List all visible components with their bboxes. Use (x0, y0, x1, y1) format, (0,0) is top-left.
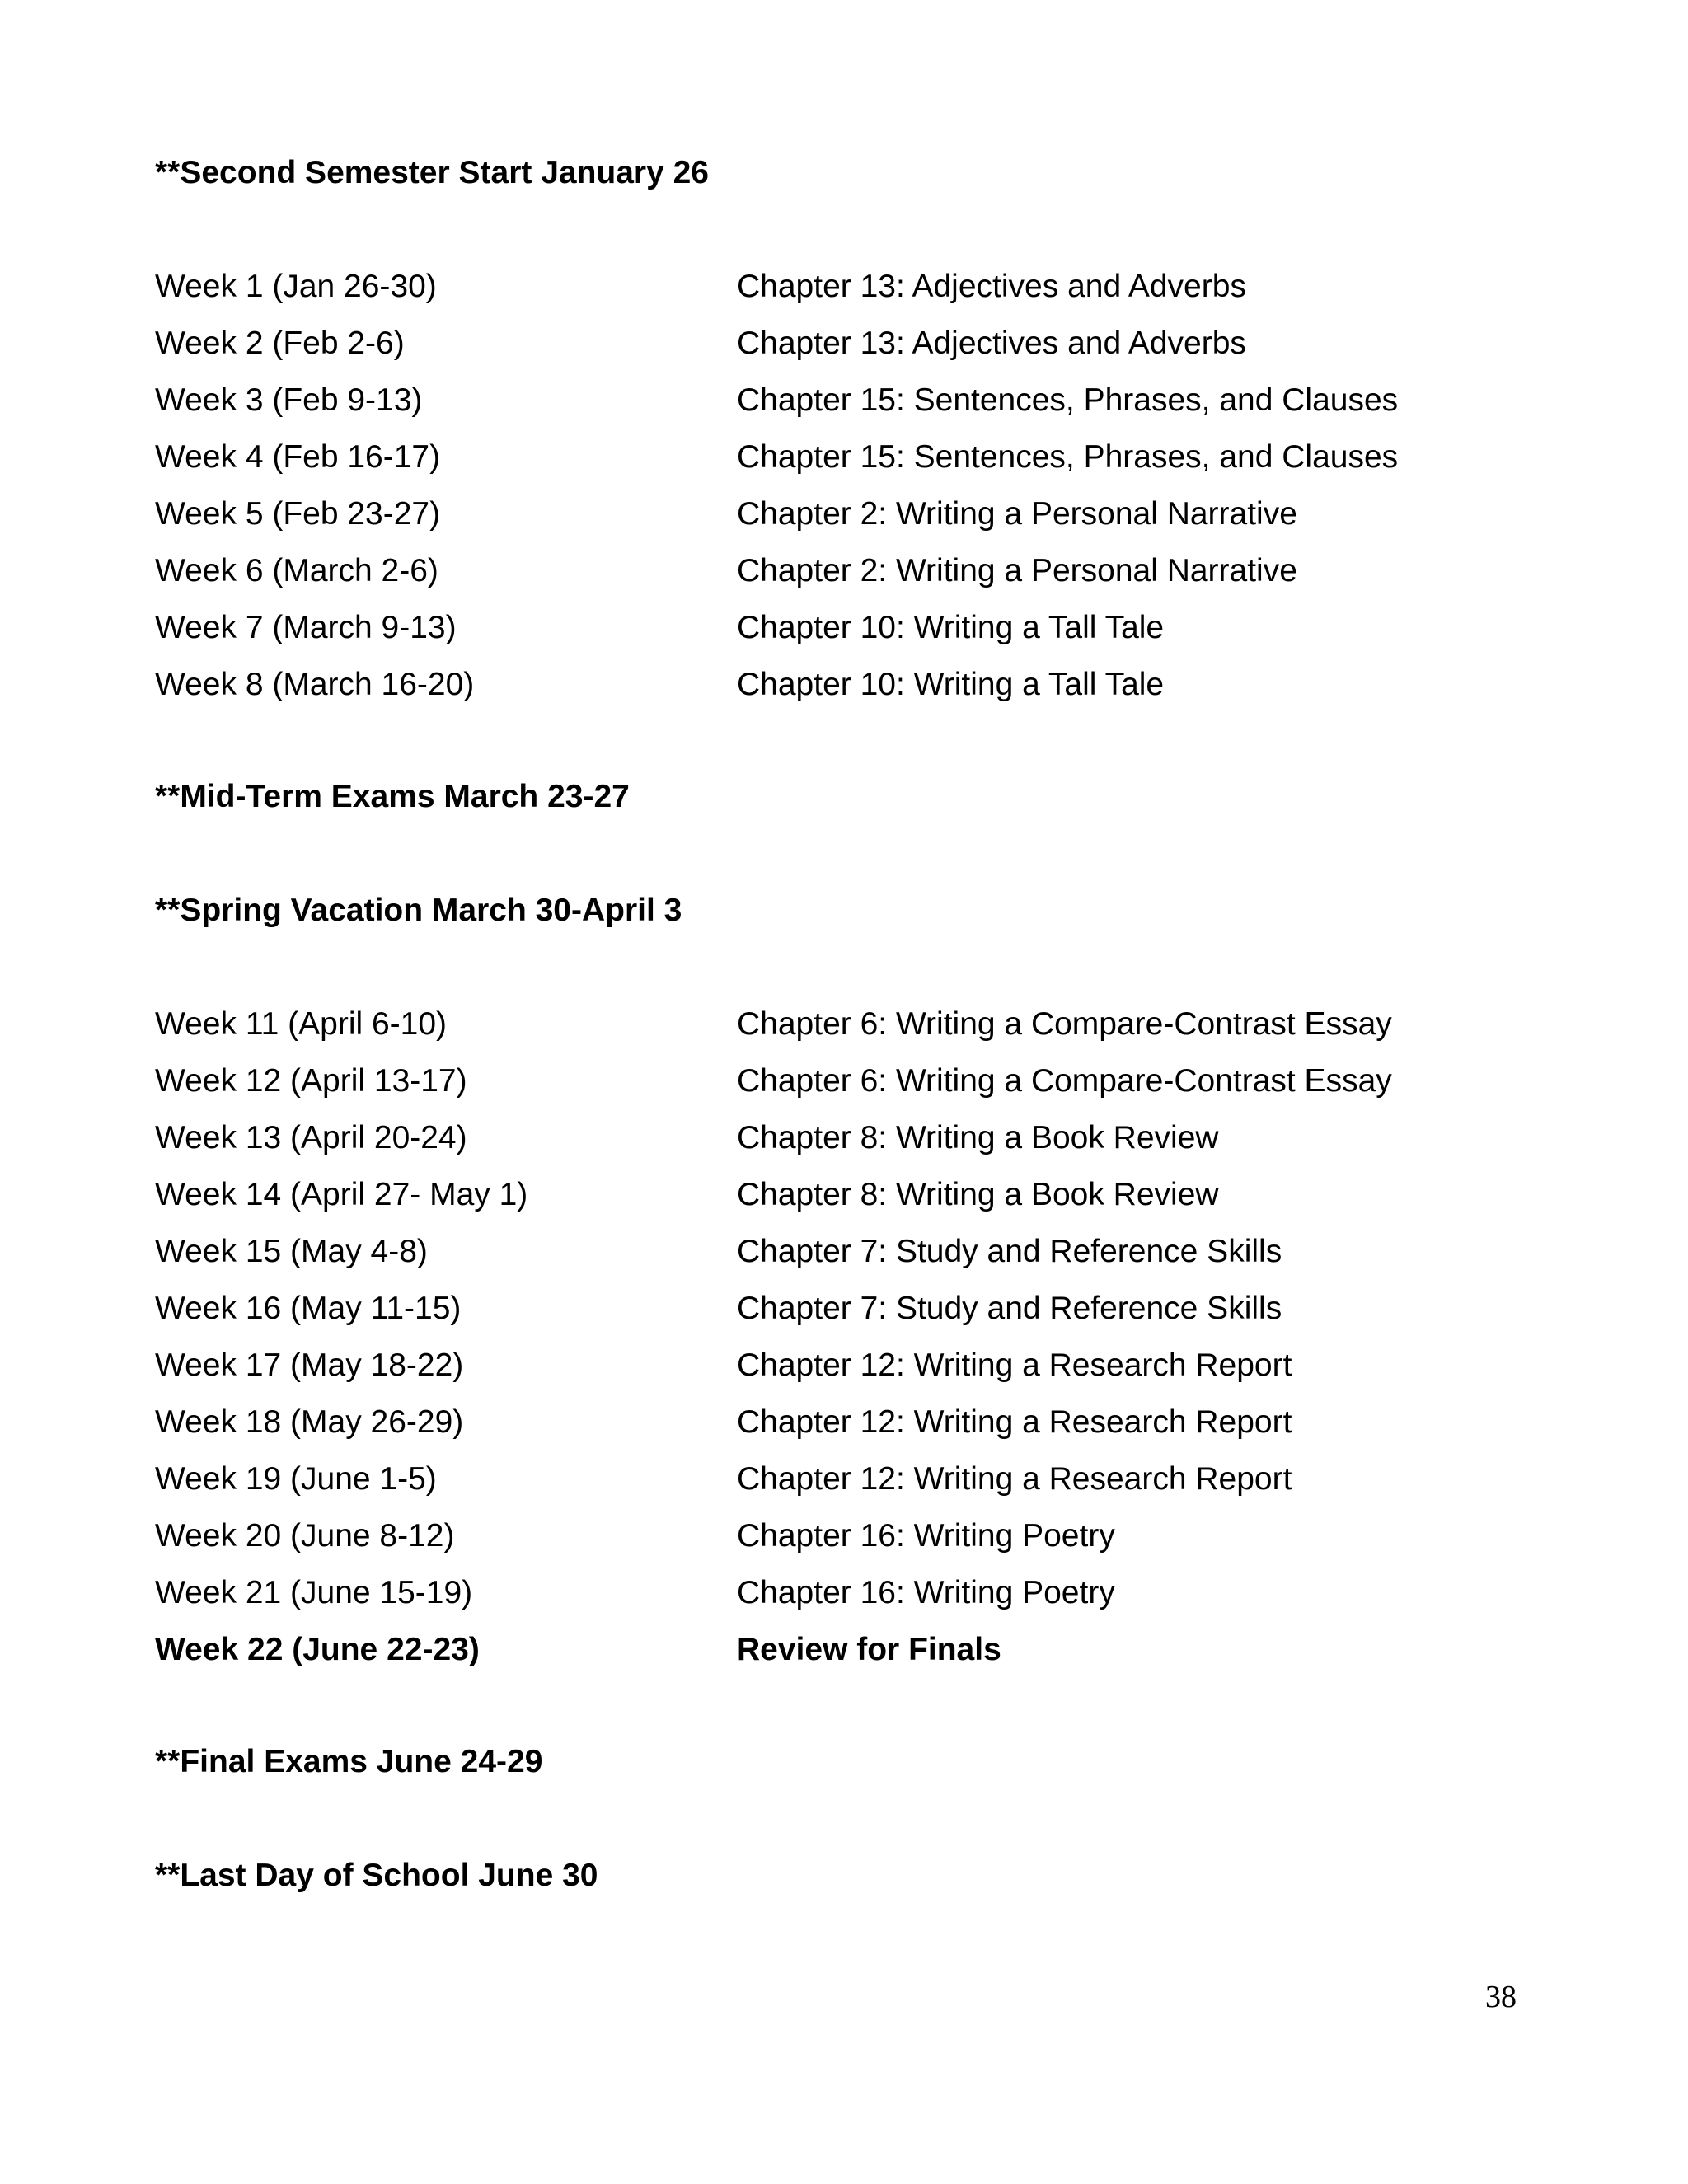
chapter-topic: Chapter 16: Writing Poetry (737, 1575, 1115, 1610)
week-label: Week 21 (June 15-19) (155, 1575, 473, 1610)
chapter-topic: Chapter 12: Writing a Research Report (737, 1404, 1292, 1440)
week-label: Week 15 (May 4-8) (155, 1234, 428, 1269)
chapter-topic: Chapter 6: Writing a Compare-Contrast Essay (737, 1006, 1392, 1042)
chapter-topic: Chapter 13: Adjectives and Adverbs (737, 269, 1246, 304)
last-day-heading: **Last Day of School June 30 (155, 1858, 598, 1893)
final-exams-heading: **Final Exams June 24-29 (155, 1744, 543, 1779)
week-label: Week 8 (March 16-20) (155, 667, 475, 702)
midterm-exams-heading: **Mid-Term Exams March 23-27 (155, 779, 630, 814)
week-label: Week 14 (April 27- May 1) (155, 1177, 528, 1212)
schedule-row (155, 325, 1556, 382)
chapter-topic: Chapter 2: Writing a Personal Narrative (737, 496, 1297, 532)
week-label: Week 1 (Jan 26-30) (155, 269, 437, 304)
schedule-row (155, 666, 1556, 723)
page-number: 38 (1485, 1980, 1517, 2014)
review-row (155, 1631, 1556, 1688)
schedule-row (155, 1574, 1556, 1631)
schedule-row (155, 495, 1556, 552)
schedule-row (155, 382, 1556, 438)
chapter-topic: Chapter 13: Adjectives and Adverbs (737, 326, 1246, 361)
week-label: Week 20 (June 8-12) (155, 1518, 455, 1554)
chapter-topic: Chapter 12: Writing a Research Report (737, 1461, 1292, 1497)
schedule-row (155, 1290, 1556, 1347)
week-label: Week 7 (March 9-13) (155, 610, 457, 645)
chapter-topic: Chapter 7: Study and Reference Skills (737, 1291, 1282, 1326)
schedule-row (155, 1176, 1556, 1233)
week-label: Week 18 (May 26-29) (155, 1404, 464, 1440)
chapter-topic: Chapter 15: Sentences, Phrases, and Clauses (737, 439, 1399, 475)
week-label: Week 3 (Feb 9-13) (155, 382, 423, 418)
chapter-topic: Chapter 10: Writing a Tall Tale (737, 610, 1165, 645)
week-label: Week 17 (May 18-22) (155, 1347, 464, 1383)
week-label: Week 5 (Feb 23-27) (155, 496, 441, 532)
schedule-row (155, 609, 1556, 666)
chapter-topic: Chapter 12: Writing a Research Report (737, 1347, 1292, 1383)
week-label: Week 19 (June 1-5) (155, 1461, 437, 1497)
week-label: Week 6 (March 2-6) (155, 553, 438, 588)
week-label: Week 4 (Feb 16-17) (155, 439, 441, 475)
chapter-topic: Chapter 6: Writing a Compare-Contrast Essay (737, 1063, 1392, 1099)
chapter-topic: Chapter 10: Writing a Tall Tale (737, 667, 1165, 702)
spring-vacation-heading: **Spring Vacation March 30-April 3 (155, 893, 682, 928)
chapter-topic: Chapter 2: Writing a Personal Narrative (737, 553, 1297, 588)
schedule-row (155, 1347, 1556, 1404)
chapter-topic: Chapter 16: Writing Poetry (737, 1518, 1115, 1554)
chapter-topic: Review for Finals (737, 1632, 1001, 1667)
schedule-row (155, 1517, 1556, 1574)
week-label: Week 12 (April 13-17) (155, 1063, 467, 1099)
week-label: Week 22 (June 22-23) (155, 1632, 480, 1667)
chapter-topic: Chapter 8: Writing a Book Review (737, 1177, 1219, 1212)
week-label: Week 2 (Feb 2-6) (155, 326, 405, 361)
schedule-row (155, 1119, 1556, 1176)
chapter-topic: Chapter 8: Writing a Book Review (737, 1120, 1219, 1155)
schedule-row (155, 1460, 1556, 1517)
schedule-section-1 (155, 268, 1556, 723)
schedule-row (155, 268, 1556, 325)
schedule-row (155, 1005, 1556, 1062)
schedule-row (155, 552, 1556, 609)
second-semester-heading: **Second Semester Start January 26 (155, 155, 709, 190)
chapter-topic: Chapter 15: Sentences, Phrases, and Clauses (737, 382, 1399, 418)
schedule-row (155, 1404, 1556, 1460)
schedule-row (155, 1233, 1556, 1290)
chapter-topic: Chapter 7: Study and Reference Skills (737, 1234, 1282, 1269)
week-label: Week 11 (April 6-10) (155, 1006, 448, 1042)
week-label: Week 16 (May 11-15) (155, 1291, 462, 1326)
schedule-section-2 (155, 1005, 1556, 1688)
week-label: Week 13 (April 20-24) (155, 1120, 467, 1155)
schedule-row (155, 438, 1556, 495)
schedule-row (155, 1062, 1556, 1119)
